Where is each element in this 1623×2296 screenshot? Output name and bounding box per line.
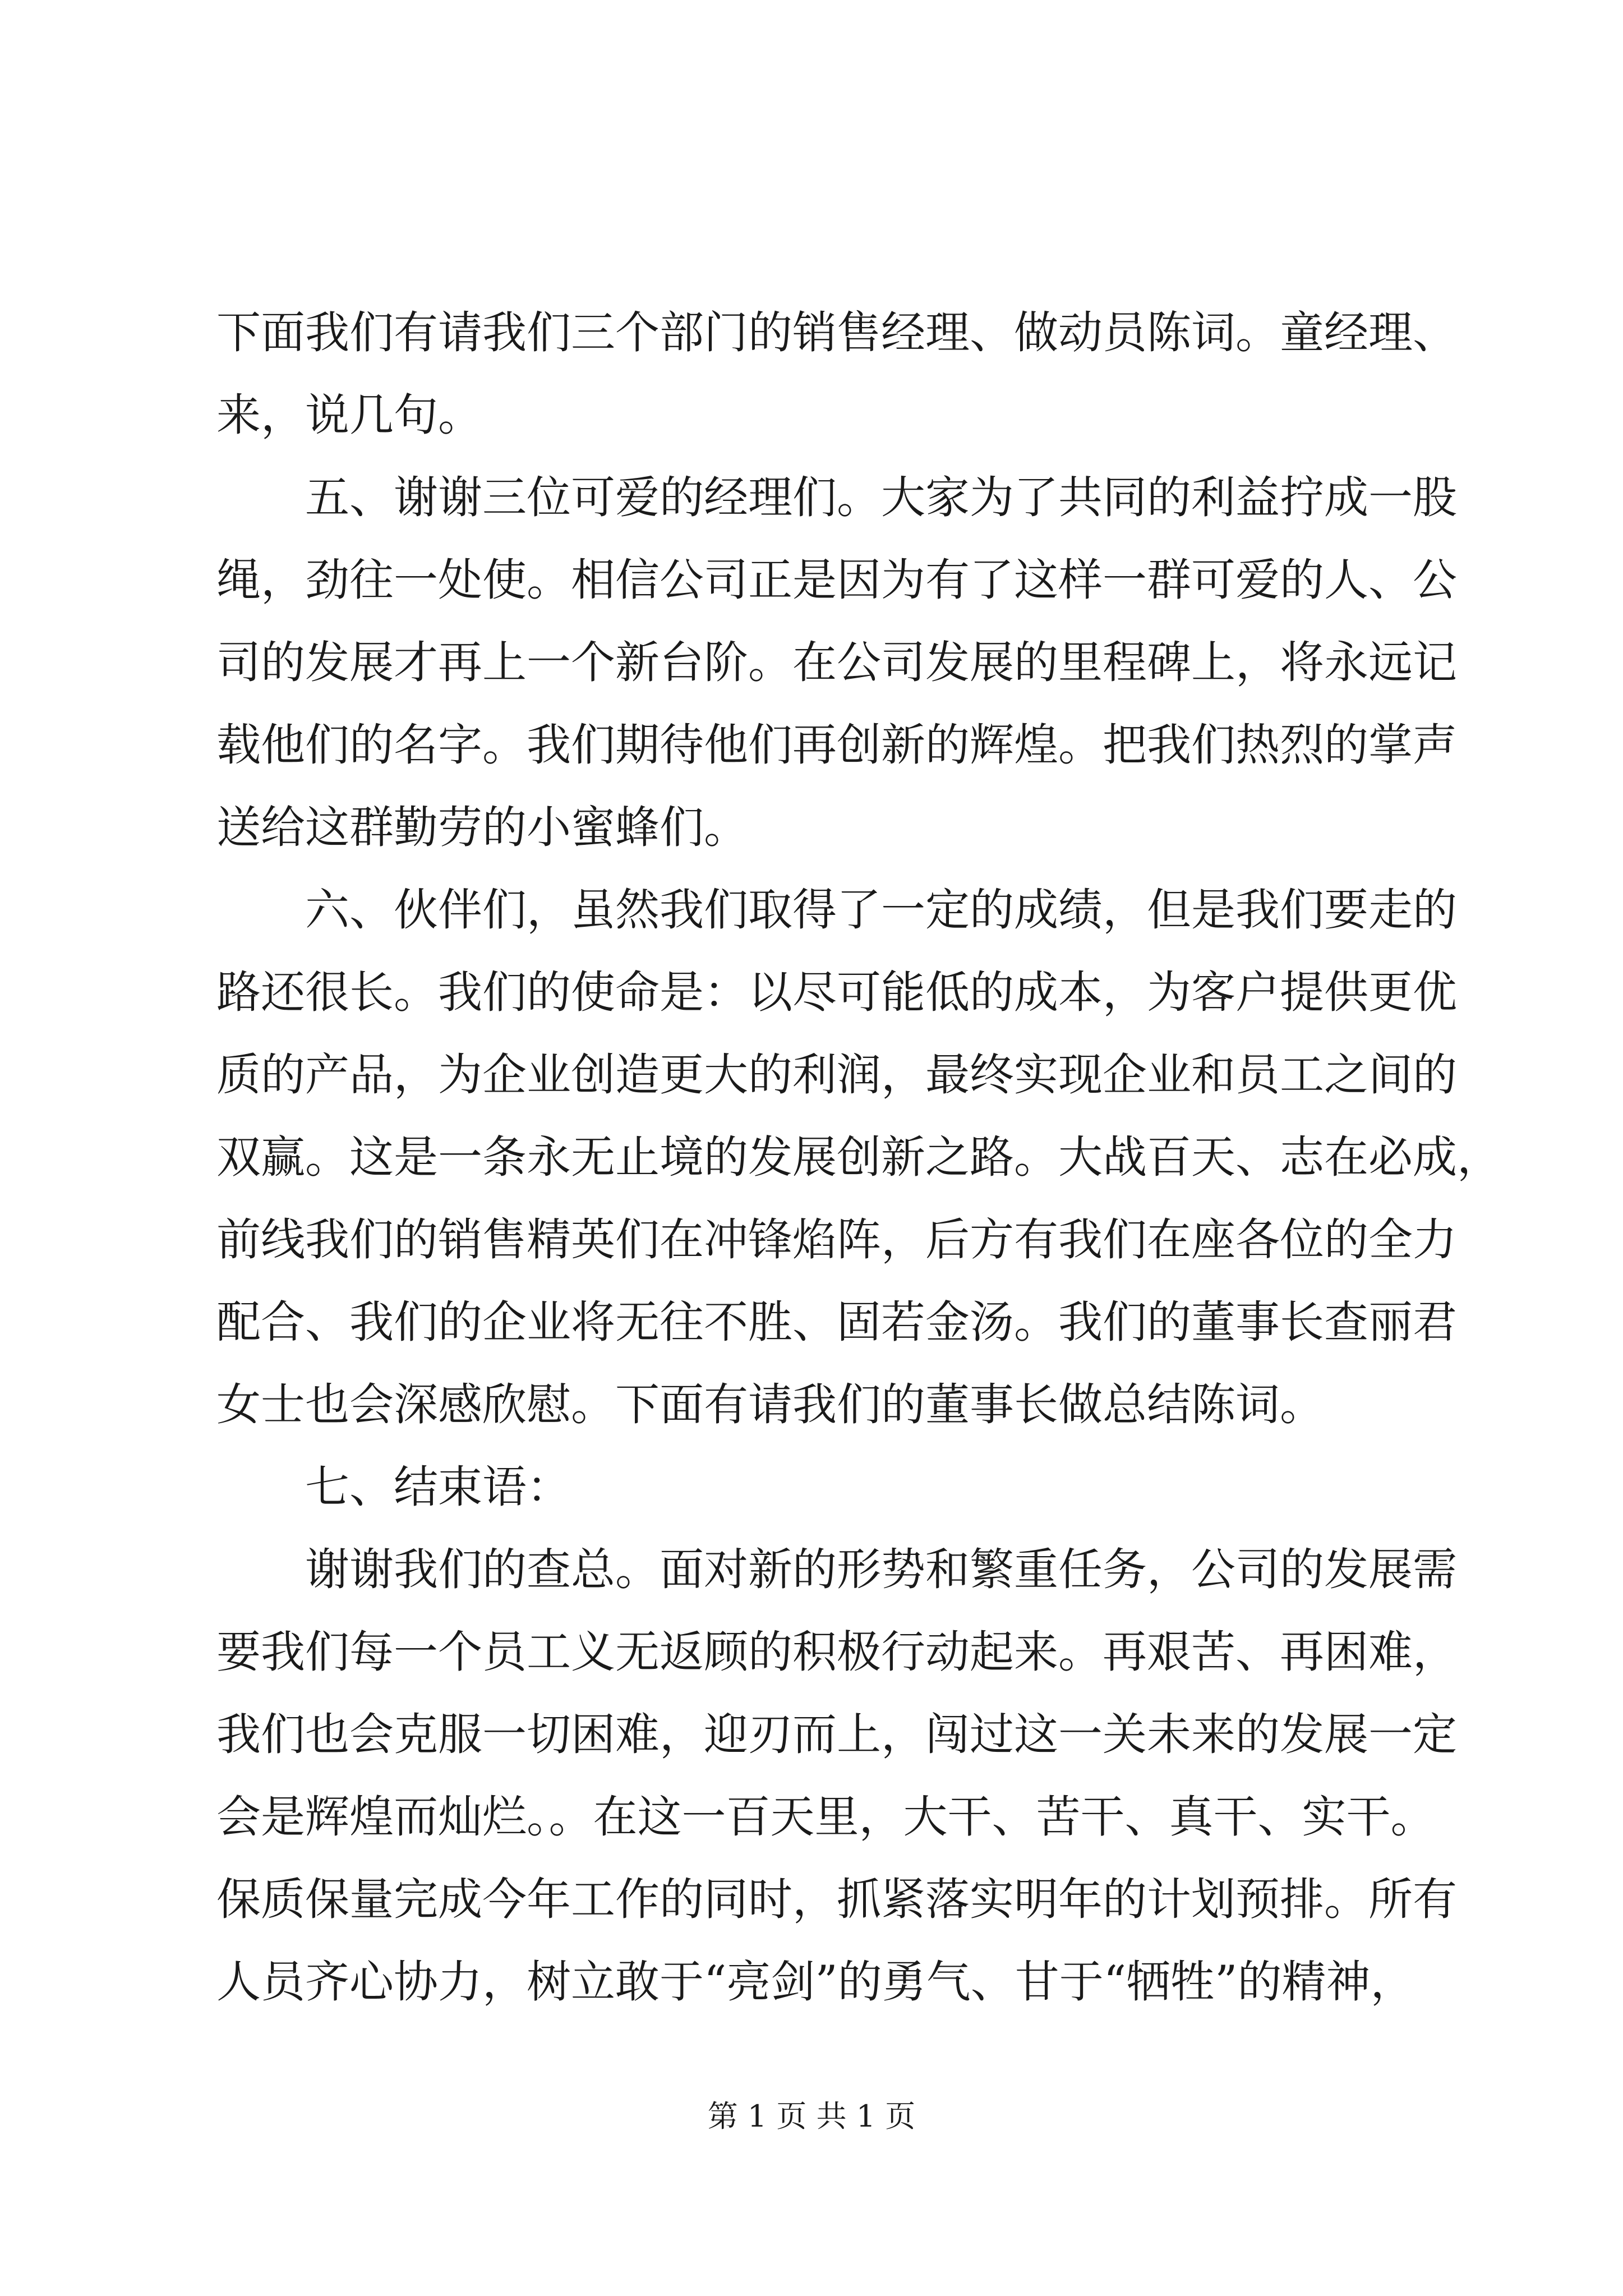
document-line: 人员齐心协力，树立敢于“亮剑”的勇气、甘于“牺牲”的精神， [216, 1956, 1415, 2008]
document-line: 谢谢我们的查总。面对新的形势和繁重任务，公司的发展需 [305, 1544, 1457, 1595]
document-line: 来，说几句。 [216, 389, 482, 441]
document-line: 路还很长。我们的使命是：以尽可能低的成本，为客户提供更优 [216, 967, 1457, 1018]
document-body [216, 292, 1501, 2023]
document-line: 五、谢谢三位可爱的经理们。大家为了共同的利益拧成一股 [305, 472, 1457, 523]
document-line: 绳，劲往一处使。相信公司正是因为有了这样一群可爱的人、公 [216, 554, 1457, 606]
document-line: 我们也会克服一切困难，迎刃而上，闯过这一关未来的发展一定 [216, 1709, 1457, 1760]
document-line: 送给这群勤劳的小蜜蜂们。 [216, 802, 748, 853]
document-line: 质的产品，为企业创造更大的利润，最终实现企业和员工之间的 [216, 1049, 1457, 1101]
document-line: 六、伙伴们，虽然我们取得了一定的成绩，但是我们要走的 [305, 884, 1457, 936]
document-line: 司的发展才再上一个新台阶。在公司发展的里程碑上，将永远记 [216, 637, 1457, 688]
document-line: 会是辉煌而灿烂。。在这一百天里，大干、苦干、真干、实干。 [216, 1791, 1435, 1843]
document-line: 前线我们的销售精英们在冲锋焰阵，后方有我们在座各位的全力 [216, 1214, 1457, 1266]
document-line: 要我们每一个员工义无返顾的积极行动起来。再艰苦、再困难， [216, 1626, 1457, 1678]
document-line: 女士也会深感欣慰。下面有请我们的董事长做总结陈词。 [216, 1379, 1324, 1430]
document-line: 载他们的名字。我们期待他们再创新的辉煌。把我们热烈的掌声 [216, 719, 1457, 771]
document-line: 保质保量完成今年工作的同时，抓紧落实明年的计划预排。所有 [216, 1874, 1457, 1925]
page-footer: 第 1 页 共 1 页 [707, 2099, 916, 2134]
document-line: 配合、我们的企业将无往不胜、固若金汤。我们的董事长查丽君 [216, 1296, 1457, 1348]
document-line: 七、结束语： [305, 1461, 571, 1513]
document-line: 下面我们有请我们三个部门的销售经理、做动员陈词。童经理、 [216, 307, 1457, 358]
document-line: 双赢。这是一条永无止境的发展创新之路。大战百天、志在必成， [216, 1131, 1501, 1183]
